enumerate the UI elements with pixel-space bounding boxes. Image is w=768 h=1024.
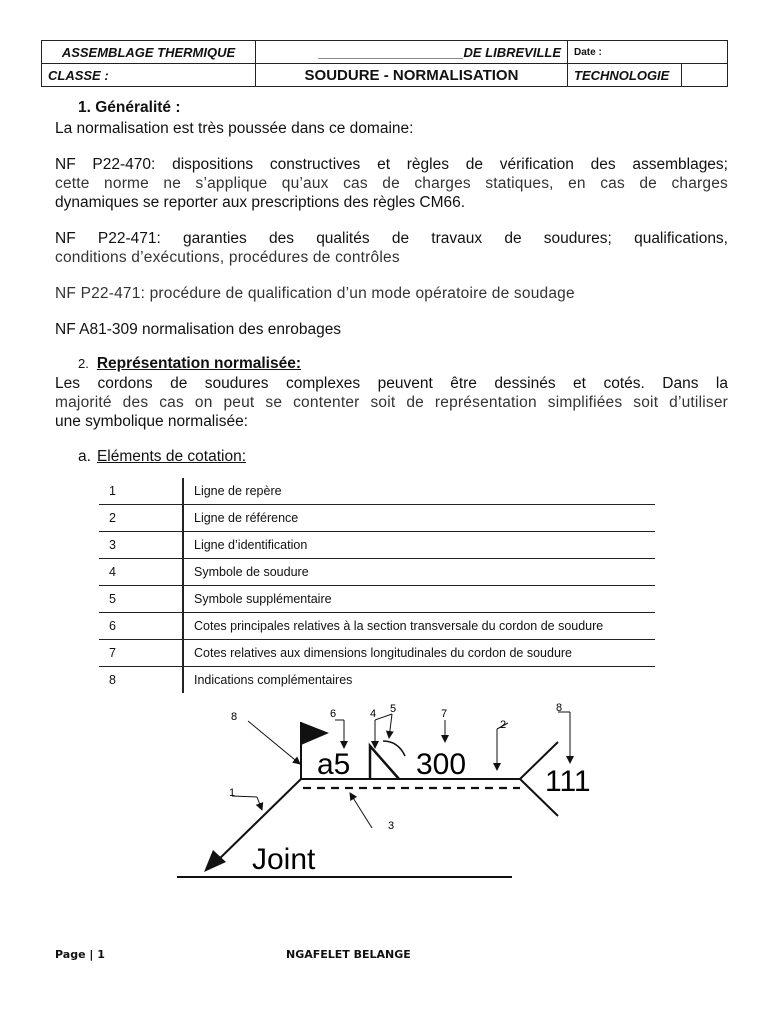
row-label: Ligne de référence [183, 505, 655, 532]
header-title: SOUDURE - NORMALISATION [256, 64, 568, 87]
callout-numbers [229, 702, 562, 832]
supplementary-symbol [383, 741, 405, 756]
callout-1: 1 [229, 787, 236, 799]
nf-p22-470-line2: cette norme ne s’applique qu’aux cas de charges statiques, en cas de charges [55, 175, 728, 192]
header-school: ____________________DE LIBREVILLE [256, 41, 568, 64]
throat-value: a5 [317, 748, 351, 781]
section2-title: Représentation normalisée: [96, 355, 301, 372]
subsection-a-letter: a. [78, 448, 91, 465]
row-label: Cotes principales relatives à la section transversale du cordon de soudure [183, 613, 655, 640]
header-date: Date : [568, 41, 728, 64]
flag-symbol [301, 722, 329, 745]
section2-line3: une symbolique normalisée: [55, 413, 248, 430]
fillet-weld-symbol [370, 746, 399, 779]
callout-8-tail: 8 [556, 702, 563, 714]
callout-6: 6 [330, 708, 337, 720]
nf-a81-309: NF A81-309 normalisation des enrobages [55, 321, 342, 338]
nf-p22-471-line1: NF P22-471: garanties des qualités de travaux de soudures; qualifications, [55, 230, 728, 247]
row-number: 5 [99, 586, 183, 613]
callout-5: 5 [390, 703, 397, 715]
section1-intro: La normalisation est très poussée dans ce domaine: [55, 120, 414, 137]
header-class: CLASSE : [42, 64, 256, 87]
section2-number: 2. [78, 356, 89, 371]
row-label: Indications complémentaires [194, 673, 353, 687]
callout-leaders [232, 712, 570, 828]
callout-2: 2 [500, 719, 507, 731]
callout-4: 4 [370, 708, 377, 720]
callout-8-flag: 8 [231, 711, 238, 723]
length-value: 300 [416, 748, 467, 781]
row-label: Ligne d’identification [183, 532, 655, 559]
row-label: Symbole de soudure [183, 559, 655, 586]
row-number: 4 [99, 559, 183, 586]
row-number: 8 [99, 667, 183, 694]
section1-heading: 1. Généralité : [78, 99, 181, 116]
row-label: Cotes relatives aux dimensions longitudinales du cordon de soudure [183, 640, 655, 667]
nf-p22-470-line1: NF P22-470: dispositions constructives et règles de vérification des assemblages; [55, 156, 728, 173]
subsection-a-title: Eléments de cotation: [96, 448, 246, 465]
section2-line1: Les cordons de soudures complexes peuvent être dessinés et cotés. Dans la [55, 375, 728, 392]
nf-p22-471-procedure: NF P22-471: procédure de qualification d’un mode opératoire de soudage [55, 285, 575, 302]
callout-7: 7 [441, 708, 448, 720]
row-label: Symbole supplémentaire [183, 586, 655, 613]
header-technologie: TECHNOLOGIE [568, 64, 682, 87]
header-subject: ASSEMBLAGE THERMIQUE [42, 41, 256, 64]
arrowhead [204, 850, 226, 872]
nf-p22-471-line2: conditions d’exécutions, procédures de contrôles [55, 249, 400, 266]
footer-author: NGAFELET BELANGE [286, 948, 411, 961]
row-number: 1 [99, 478, 183, 505]
row-number: 3 [99, 532, 183, 559]
joint-label: Joint [252, 843, 316, 876]
row-number: 7 [99, 640, 183, 667]
page-number: Page | 1 [55, 948, 105, 961]
nf-p22-470-line3: dynamiques se reporter aux prescriptions des règles CM66. [55, 194, 466, 211]
callout-3: 3 [388, 820, 395, 832]
row-label: Ligne de repère [183, 478, 655, 505]
process-number: 111 [545, 765, 591, 798]
row-number: 2 [99, 505, 183, 532]
row-number: 6 [99, 613, 183, 640]
section2-line2: majorité des cas on peut se contenter soit de représentation simplifiées soit d’utiliser [55, 394, 728, 411]
